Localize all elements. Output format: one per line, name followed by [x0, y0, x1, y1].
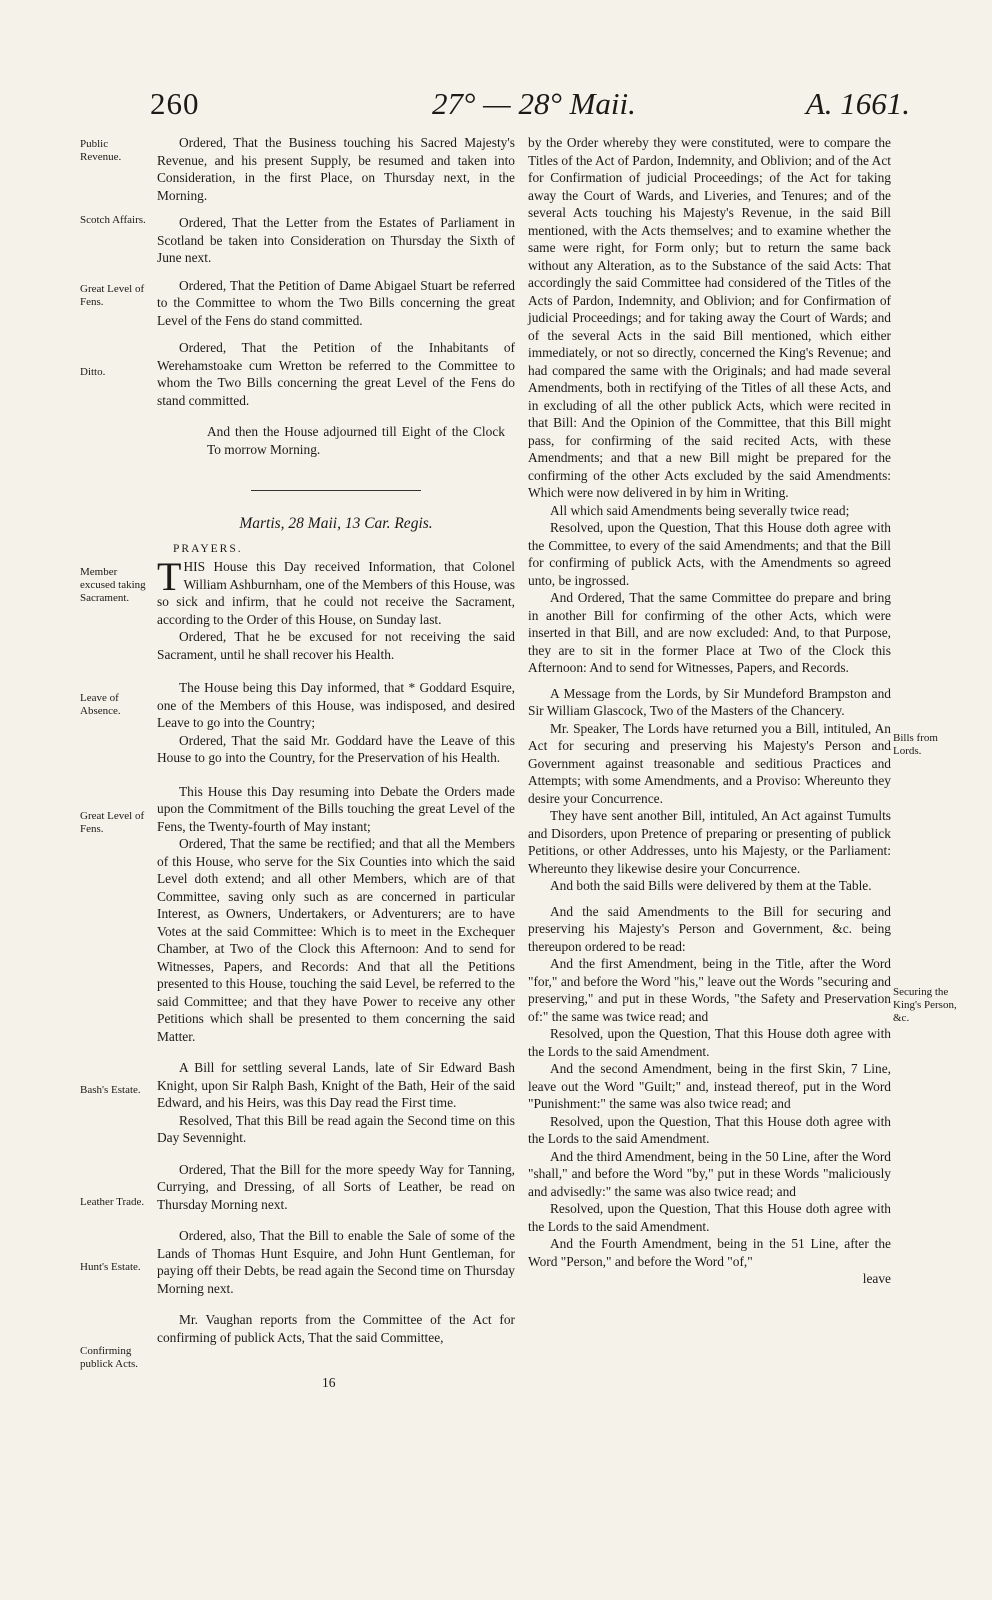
- margin-note-hunt-estate: Hunt's Estate.: [80, 1261, 141, 1273]
- paragraph: And the second Amendment, being in the first Skin, 7 Line, leave out the Word "Guilt;" and, instead thereof, put in the Word "Punishment:" the same was also twice read; and: [528, 1061, 891, 1111]
- paragraph: Resolved, upon the Question, That this House doth agree with the Lords to the said Amendment.: [528, 1113, 891, 1146]
- paragraph: All which said Amendments being severally twice read;: [550, 502, 850, 518]
- margin-note-great-level: Great Level of Fens.: [80, 283, 145, 308]
- paragraph: Ordered, That he be excused for not receiving the said Sacrament, until he shall recover his Health.: [157, 629, 515, 662]
- margin-note-public-revenue: Public Revenue.: [80, 138, 122, 163]
- section-rule: [251, 490, 421, 491]
- paragraph: Ordered, That the Bill for the more speedy Way for Tanning, Currying, and Dressing, of all Sorts of Leather, be read on Thursday Morning next.: [157, 1161, 515, 1212]
- paragraph: A Bill for settling several Lands, late of Sir Edward Bash Knight, upon Sir Ralph Bash, Knight of the Bath, Heir of the said Edward, and his Heirs, was this Day read the First time.: [157, 1060, 515, 1110]
- margin-note-securing-king: Securing the King's Person, &c.: [893, 986, 957, 1024]
- page-header: [150, 86, 910, 126]
- paragraph: This House this Day resuming into Debate the Orders made upon the Commitment of the Bills touching the great Level of the Fens, the Twenty-fourth of May instant;: [157, 783, 515, 834]
- catchword: leave: [862, 1271, 891, 1286]
- adjournment-note: And then the House adjourned till Eight of the Clock To morrow Morning.: [207, 424, 505, 457]
- margin-note-confirming-acts: Confirming publick Acts.: [80, 1345, 139, 1370]
- margin-note-leave-absence: Leave of Absence.: [80, 692, 121, 717]
- margin-note-bills-from-lords: Bills from Lords.: [893, 732, 938, 757]
- margin-note-member-excused: Member excused taking Sacrament.: [80, 566, 146, 604]
- right-column: [528, 134, 891, 1288]
- margin-note-leather-trade: Leather Trade.: [80, 1196, 145, 1208]
- paragraph: Mr. Speaker, The Lords have returned you a Bill, intituled, An Act for securing and preserving his Majesty's Person and Government against treasonable and seditious Practices and Attempts; with some Amendments, and a Proviso: Whereunto they desire your Concurrence.: [528, 720, 891, 806]
- paragraph: And the said Amendments to the Bill for securing and preserving his Majesty's Person and Government, &c. being thereupon ordered to be read:: [528, 903, 891, 954]
- signature-mark: 16: [322, 1375, 336, 1390]
- drop-capital: T: [157, 554, 182, 599]
- margin-note-scotch-affairs: Scotch Affairs.: [80, 214, 146, 226]
- paragraph: Resolved, That this Bill be read again the Second time on this Day Sevennight.: [157, 1112, 515, 1145]
- page-number: 260: [150, 86, 200, 121]
- paragraph: And the third Amendment, being in the 50 Line, after the Word "shall," and before the Word "by," put in these Words "maliciously and advisedly:" the same was also twice read; and: [528, 1148, 891, 1199]
- paragraph: A Message from the Lords, by Sir Mundeford Brampston and Sir William Glascock, Two of the Masters of the Chancery.: [528, 685, 891, 718]
- paragraph: Resolved, upon the Question, That this House doth agree with the Lords to the said Amendment.: [528, 1026, 891, 1059]
- header-date: 27° — 28° Maii.: [432, 86, 636, 121]
- left-column: [157, 134, 515, 1356]
- day-heading: Martis, 28 Maii, 13 Car. Regis.: [239, 515, 433, 532]
- paragraph: The House being this Day informed, that * Goddard Esquire, one of the Members of this House, was indisposed, and desired Leave to go into the Country;: [157, 680, 515, 730]
- header-year: A. 1661.: [805, 86, 910, 121]
- paragraph: Ordered, That the Petition of Dame Abigael Stuart be referred to the Committee to whom the Two Bills concerning the great Level of the Fens do stand committed.: [157, 277, 515, 328]
- paragraph: Ordered, That the said Mr. Goddard have the Leave of this House to go into the Country, for the Preservation of his Health.: [157, 732, 515, 765]
- paragraph: by the Order whereby they were constituted, were to compare the Titles of the Act of Pardon, Indemnity, and Oblivion; and of the Act for Confirmation of judicial Proceedings; of the Act for taking away the Court of Wards, and Liveries, and Tenures; and of the several Acts touching his Majesty's Revenue, in the said Bill mentioned, with the Acts themselves; and to examine whether the same were right, for Form only; but to return the same back without any Alteration, as to the Substance of the said Acts: That accordingly the said Committee had considered of the Titles of the Acts of Pardon, Indemnity, and Oblivion; and for Confirmation of judicial Proceedings; and for taking away the Court of Wards; and of the several Acts in the said Bill mentioned, which either immediately, or not so directly, concerned the King's Revenue; and had compared the same with the Originals; and had made several Amendments, both in rectifying of the Titles of all these Acts, and in excluding of all the other publick Acts, which were recited in that Bill: And the Opinion of the Committee, that this Bill might pass, for confirming of the said recited Acts, with these Amendments; and that a new Bill might be prepared for the confirming of the other Acts excluded by the said Amendments: Which were now delivered in by him in Writing.: [528, 135, 891, 500]
- margin-note-ditto: Ditto.: [80, 366, 106, 378]
- margin-note-bash-estate: Bash's Estate.: [80, 1084, 141, 1096]
- paragraph: And Ordered, That the same Committee do prepare and bring in another Bill for confirming of the other Acts, which were inserted in that Bill, and are now excluded: And, to that Purpose, they are to sit in the former Place at Two of the Clock this Afternoon: And to send for Witnesses, Papers, and Records.: [528, 590, 891, 675]
- paragraph: And the Fourth Amendment, being in the 51 Line, after the Word "Person," and before the Word "of,": [528, 1236, 891, 1269]
- prayers-heading: PRAYERS.: [173, 542, 243, 555]
- paragraph: And both the said Bills were delivered by them at the Table.: [550, 878, 872, 893]
- paragraph: Resolved, upon the Question, That this House doth agree with the Committee, to every of the said Amendments; and that the Bill for confirming of publick Acts, with the Amendments so agreed unto, be ingrossed.: [528, 520, 891, 588]
- paragraph: Ordered, also, That the Bill to enable the Sale of some of the Lands of Thomas Hunt Esquire, and John Hunt Gentleman, for paying off their Debts, be read again the Second time on Thursday Morning next.: [157, 1228, 515, 1296]
- paragraph: Ordered, That the Petition of the Inhabitants of Werehamstoake cum Wretton be referred to the Committee to whom the Two Bills concerning the great Level of the Fens do stand committed.: [157, 340, 515, 408]
- paragraph: And the first Amendment, being in the Title, after the Word "for," and before the Word "his," leave out the Words "securing and preserving," and put in these Words, "the Safety and Preservation of:" the same was twice read; and: [528, 956, 891, 1024]
- paragraph: Ordered, That the Letter from the Estates of Parliament in Scotland be taken into Consideration on Thursday the Sixth of June next.: [157, 215, 515, 265]
- paragraph: HIS House this Day received Information, that Colonel William Ashburnham, one of the Members of this House, was so sick and infirm, that he could not receive the Sacrament, according to the Order of this House, on Sunday last.: [157, 559, 516, 627]
- paragraph: Mr. Vaughan reports from the Committee of the Act for confirming of publick Acts, That the said Committee,: [157, 1312, 515, 1345]
- paragraph: Ordered, That the Business touching his Sacred Majesty's Revenue, and his present Supply, be resumed and taken into Consideration, in the first Place, on Thursday next, in the Morning.: [157, 135, 515, 203]
- paragraph: Resolved, upon the Question, That this House doth agree with the Lords to the said Amendment.: [528, 1201, 891, 1234]
- margin-note-great-level-2: Great Level of Fens.: [80, 810, 145, 835]
- paragraph: Ordered, That the same be rectified; and that all the Members of this House, who serve for the Six Counties into which the said Level doth extend; and all other Members, which are of that Committee, saving only such as are concerned in particular Interest, as Owners, Undertakers, or Adventurers; are to have Votes at the said Committee: Which is to meet in the Exchequer Chamber, at Two of the Clock this Afternoon: And to send for Witnesses, Papers, and Records: And that all the Petitions presented to this House, touching the said Level, be referred to the said Committee; and that they have Power to receive any other Petitions which shall be presented to them concerning the said Matter.: [157, 836, 515, 1044]
- paragraph: They have sent another Bill, intituled, An Act against Tumults and Disorders, upon Pretence of preparing or presenting of publick Petitions, or other Addresses, unto his Majesty, or the Parliament: Whereunto they likewise desire your Concurrence.: [528, 808, 891, 876]
